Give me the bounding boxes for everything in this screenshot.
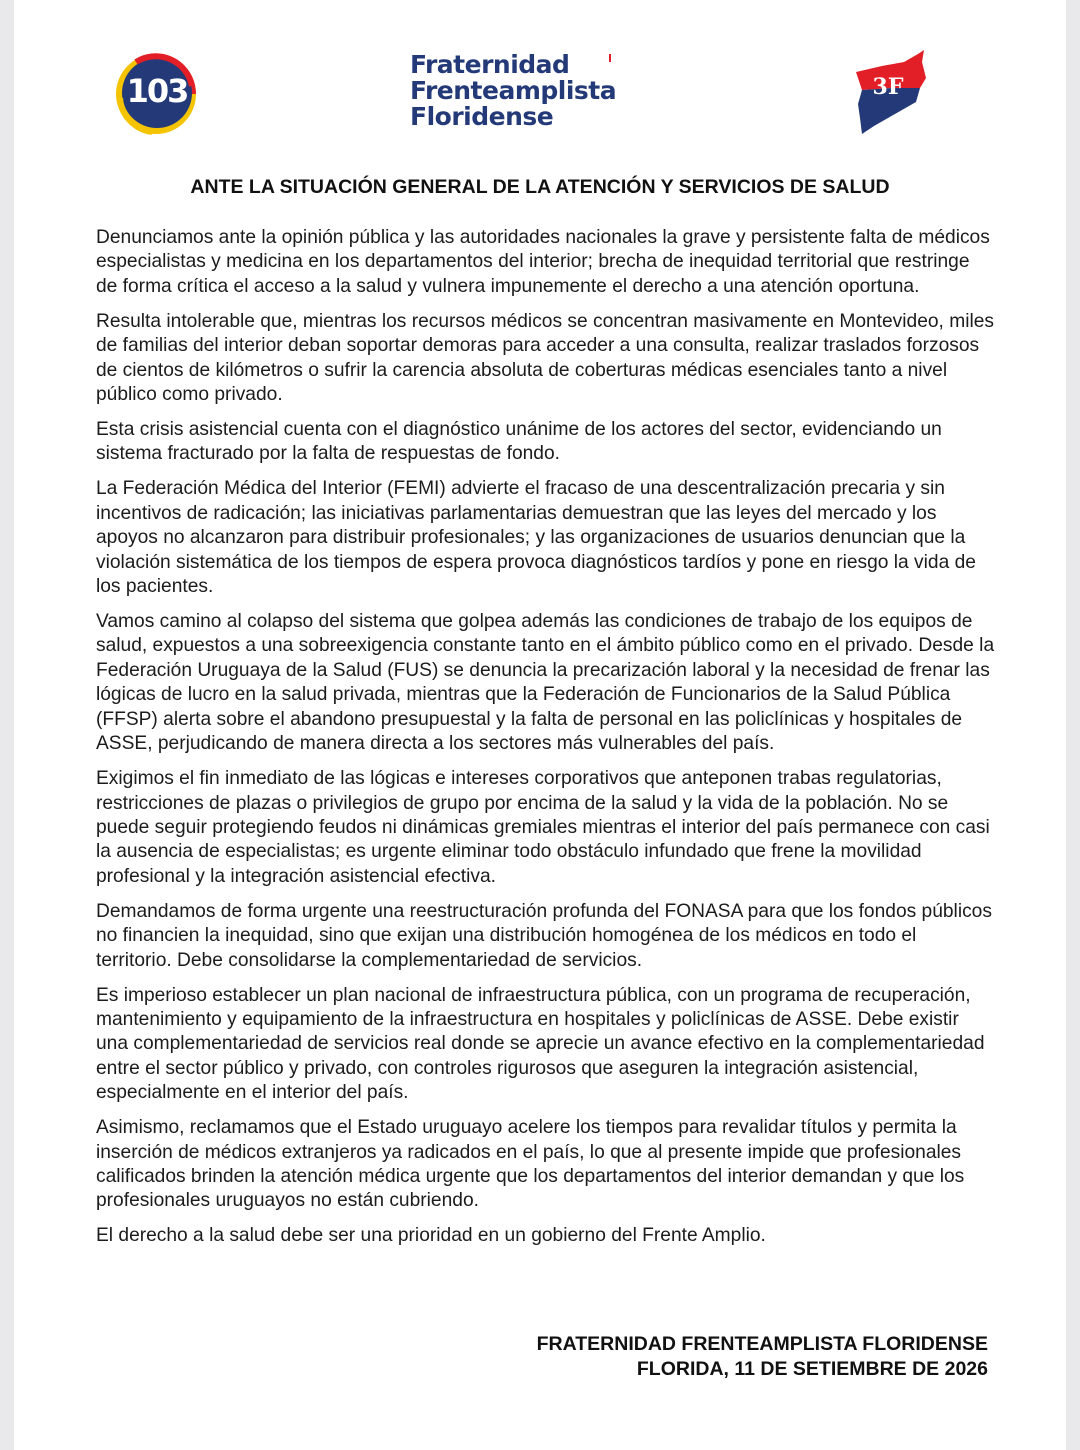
paragraph: Asimismo, reclamamos que el Estado uruguayo acelere los tiempos para revalidar títulos y permita la inserción de médicos extranjeros ya radicados en el país, lo que al presente impide que profesionales calificados brinden la atención médica urgente que los departamentos del interior demandan y que los profesionales uruguayos no están cubriendo. <box>96 1117 965 1212</box>
paragraph: El derecho a la salud debe ser una prioridad en un gobierno del Frente Amplio. <box>96 1225 766 1247</box>
logo-103-text: 103 <box>126 72 188 110</box>
paragraph: Exigimos el fin inmediato de las lógicas e intereses corporativos que anteponen trabas regulatorias, restricciones de plazas o privilegios de grupo por encima de la salud y la vida de la población. No se puede seguir protegiendo feudos ni dinámicas gremiales mientras el interior del país permanece con casi la ausencia de especialistas; es urgente eliminar todo obstáculo infundado que frene la movilidad profesional y la integración asistencial efectiva. <box>96 768 990 887</box>
signature-place-date: FLORIDA, 11 DE SETIEMBRE DE 2026 <box>636 1358 988 1380</box>
brand-line-3: Floridense <box>410 102 554 131</box>
3f-map-logo <box>852 48 932 138</box>
brand-accent-mark <box>608 54 612 62</box>
paragraph: La Federación Médica del Interior (FEMI) advierte el fracaso de una descentralización precaria y sin incentivos de radicación; las iniciativas parlamentarias demuestran que las leyes del mercado y los apoyos no alcanzaron para distribuir profesionales; y las organizaciones de usuarios denuncian que la violación sistemática de los tiempos de espera provoca diagnósticos tardíos y pone en riesgo la vida de los pacientes. <box>96 478 976 598</box>
list-103-logo <box>106 46 206 142</box>
paragraph: Demandamos de forma urgente una reestructuración profunda del FONASA para que los fondos públicos no financien la inequidad, sino que exijan una distribución homogénea de los médicos en todo el territorio. Debe consolidarse la complementariedad de servicios. <box>96 900 992 971</box>
paragraph: Es imperioso establecer un plan nacional de infraestructura pública, con un programa de recuperación, mantenimiento y equipamiento de la infraestructura en hospitales y policlínicas de ASSE. Debe existir una complementariedad de servicios real donde se aprecie un avance efectivo en la complementariedad entre el sector público y privado, con controles rigurosos que aseguren la integración asistencial, especialmente en el interior del país. <box>96 984 985 1104</box>
paragraph: Vamos camino al colapso del sistema que golpea además las condiciones de trabajo de los equipos de salud, expuestos a una sobreexigencia constante tanto en el ámbito público como en el privado. Desde la Federación Uruguaya de la Salud (FUS) se denuncia la precarización laboral y la necesidad de frenar las lógicas de lucro en la salud privada, mientras que la Federación de Funcionarios de la Salud Pública (FFSP) alerta sobre el abandono presupuestal y la falta de personal en las policlínicas y hospitales de ASSE, perjudicando de manera directa a los sectores más vulnerables del país. <box>96 611 995 755</box>
logo-3f-text: 3F <box>872 74 904 100</box>
document-page <box>14 0 1066 1450</box>
document-title: ANTE LA SITUACIÓN GENERAL DE LA ATENCIÓN Y SERVICIOS DE SALUD <box>190 176 890 198</box>
paragraph: Denunciamos ante la opinión pública y las autoridades nacionales la grave y persistente falta de médicos especialistas y medicina en los departamentos del interior; brecha de inequidad territorial que restringe de forma crítica el acceso a la salud y vulnera impunemente el derecho a una atención oportuna. <box>96 227 990 297</box>
brand-wordmark <box>410 52 616 130</box>
brand-line-2: Frenteamplista <box>410 76 617 105</box>
signature-org: FRATERNIDAD FRENTEAMPLISTA FLORIDENSE <box>536 1333 988 1355</box>
signature-block <box>537 1332 988 1382</box>
paragraph: Resulta intolerable que, mientras los recursos médicos se concentran masivamente en Montevideo, miles de familias del interior deban soportar demoras para acceder a una consulta, realizar traslados forzosos de cientos de kilómetros o sufrir la carencia absoluta de coberturas médicas esenciales tanto a nivel público como privado. <box>96 310 994 406</box>
paragraph: Esta crisis asistencial cuenta con el diagnóstico unánime de los actores del sector, evidenciando un sistema fracturado por la falta de respuestas de fondo. <box>96 419 942 465</box>
brand-line-1: Fraternidad <box>410 50 570 79</box>
document-body <box>96 226 996 1259</box>
